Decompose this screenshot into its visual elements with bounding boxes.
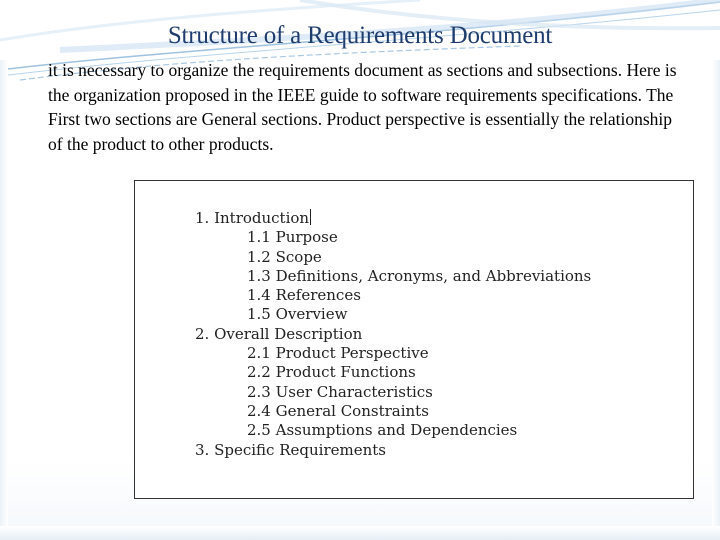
- toc-item-text: 1.2 Scope: [247, 247, 322, 266]
- toc-item-text: 2.1 Product Perspective: [247, 344, 429, 363]
- text-cursor-mark: [310, 209, 311, 225]
- toc-item-text: 1.4 References: [247, 286, 361, 305]
- toc-item-text: 1.5 Overview: [247, 305, 348, 324]
- toc-item-text: 2.4 General Constraints: [247, 401, 429, 420]
- bottom-edge-decoration: [0, 526, 720, 540]
- slide-title: [0, 22, 720, 50]
- toc-subsection: [195, 344, 591, 363]
- toc-item-text: 2. Overall Description: [195, 324, 363, 343]
- right-edge-decoration: [712, 60, 720, 540]
- toc-subsection: [195, 305, 591, 324]
- left-edge-decoration: [0, 60, 8, 540]
- toc-subsection: [195, 383, 591, 402]
- toc-section: [195, 209, 591, 228]
- toc-item-text: 2.5 Assumptions and Dependencies: [247, 421, 518, 440]
- toc-subsection: [195, 363, 591, 382]
- toc-item-text: 3. Specific Requirements: [195, 440, 386, 459]
- toc-subsection: [195, 228, 591, 247]
- toc-list: [195, 209, 591, 460]
- toc-figure: [134, 180, 694, 499]
- toc-section: [195, 325, 591, 344]
- toc-item-text: 2.2 Product Functions: [247, 363, 416, 382]
- toc-item-text: 2.3 User Characteristics: [247, 382, 433, 401]
- slide-body-text: it is necessary to organize the requirements document as sections and subsections. Here is the organization proposed in the IEEE guide to software requirements specifications. The First two sections are General sections. Product perspective is essentially the relationship of the product to other products.: [48, 60, 677, 154]
- toc-subsection: [195, 421, 591, 440]
- toc-item-text: 1.3 Definitions, Acronyms, and Abbreviations: [247, 266, 592, 285]
- toc-subsection: [195, 402, 591, 421]
- toc-subsection: [195, 248, 591, 267]
- toc-section: [195, 441, 591, 460]
- toc-item-text: 1.1 Purpose: [247, 228, 338, 247]
- slide-title-text: Structure of a Requirements Document: [167, 22, 553, 49]
- toc-subsection: [195, 267, 591, 286]
- toc-item-text: 1. Introduction: [195, 209, 310, 227]
- toc-subsection: [195, 286, 591, 305]
